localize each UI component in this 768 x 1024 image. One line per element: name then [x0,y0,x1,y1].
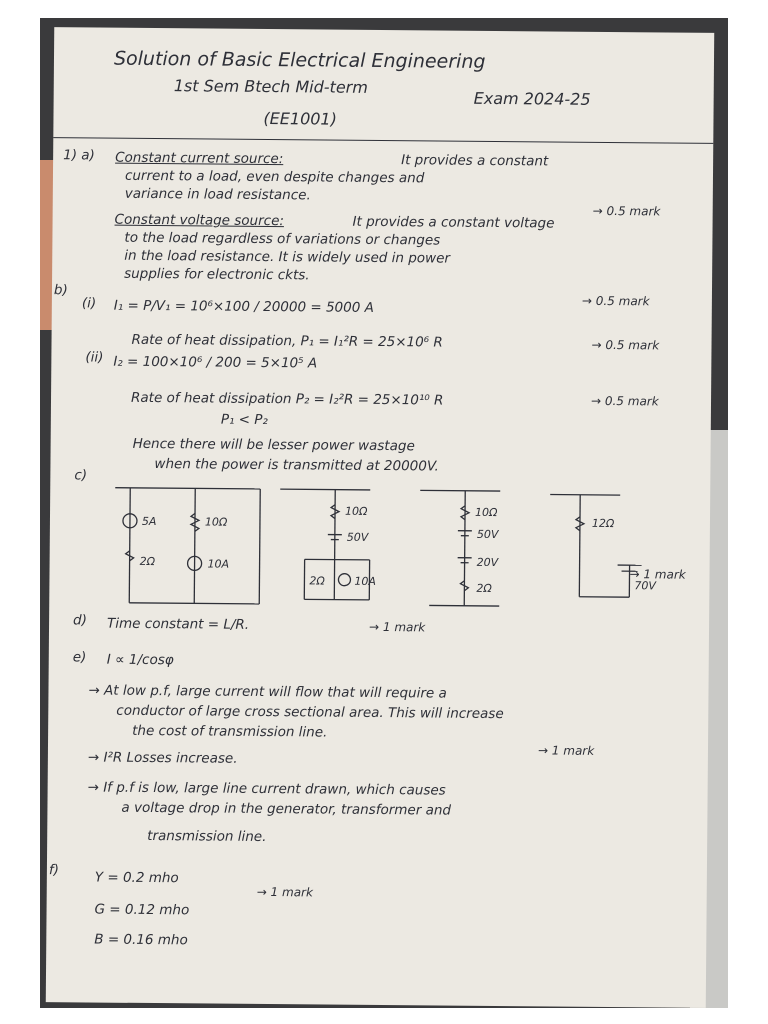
q1b-label: b) [53,282,68,299]
r2-label-2: 2Ω [309,574,325,588]
cvs-text4: supplies for electronic ckts. [124,265,310,284]
header-divider [53,137,713,144]
r10-label-2: 10Ω [344,504,368,518]
q1e-p3b: a voltage drop in the generator, transformer and [121,799,452,819]
answer-sheet [46,27,714,1008]
q1e-label: e) [72,649,87,666]
source-transformation-circuits [99,483,710,618]
q1b-conclusion2: when the power is transmitted at 20000V. [154,456,439,475]
q1e-p1a: → At low p.f, large current will flow that will require a [88,682,447,702]
q1d-label: d) [73,612,88,629]
q1d-mark: → 1 mark [368,619,426,635]
q1c-mark: → 1 mark [629,567,686,582]
v50-label-3: 50V [476,527,499,542]
ccs-text3: variance in load resistance. [124,185,311,204]
src-10a-label-2: 10A [354,574,377,588]
r2-label-1: 2Ω [139,554,156,569]
r10-label-1: 10Ω [204,515,228,529]
q1e-p1c: the cost of transmission line. [132,722,328,741]
q1b-ii-label: (ii) [85,349,104,366]
q1e-p1b: conductor of large cross sectional area. This will increase [116,702,504,723]
course-code: (EE1001) [263,108,337,129]
q1b-heat1: Rate of heat dissipation, P₁ = I₁²R = 25×10⁶ R [131,331,443,351]
ccs-mark: → 0.5 mark [592,203,661,219]
q1b-heat2: Rate of heat dissipation P₂ = I₂²R = 25×10¹⁰ R [130,389,444,409]
q1a-label: 1) a) [63,147,95,164]
cvs-text1: It provides a constant voltage [352,213,555,232]
title-line3: Exam 2024-25 [473,88,591,109]
ccs-text1: It provides a constant [401,152,549,170]
cvs-text3: in the load resistance. It is widely used in power [124,247,451,267]
q1e-mark: → 1 mark [537,743,595,758]
title-line2: 1st Sem Btech Mid-term [173,76,368,97]
title-line1: Solution of Basic Electrical Engineering [113,47,486,73]
v20-label-3: 20V [476,555,499,570]
src-5a-label: 5A [141,514,157,529]
q1b-i-label: (i) [81,295,97,312]
q1b-conclusion1: Hence there will be lesser power wastage [132,435,415,455]
q1f-g: G = 0.12 mho [94,901,190,919]
cvs-text2: to the load regardless of variations or changes [124,229,441,249]
q1d-text: Time constant = L/R. [106,615,250,633]
q1e-p2: → I²R Losses increase. [87,749,238,767]
q1f-label: f) [48,862,60,879]
v50-label-2: 50V [346,530,369,544]
q1e-relation: I ∝ 1/cosφ [106,651,174,669]
q1e-p3c: transmission line. [147,827,267,846]
q1b-heat2-mark: → 0.5 mark [590,393,659,409]
ccs-term: Constant current source: [115,149,284,168]
q1c-label: c) [74,467,88,484]
src-10a-label-1: 10A [207,557,230,571]
q1b-i-eq: I₁ = P/V₁ = 10⁶×100 / 20000 = 5000 A [113,297,374,316]
ccs-text2: current to a load, even despite changes and [124,167,425,187]
q1f-mark: → 1 mark [256,884,314,900]
cvs-term: Constant voltage source: [114,211,285,230]
q1b-heat1-mark: → 0.5 mark [591,337,660,353]
q1b-i-mark: → 0.5 mark [581,293,650,309]
r12-label: 12Ω [591,516,615,531]
q1f-b: B = 0.16 mho [94,931,188,949]
r10-label-3: 10Ω [474,505,498,520]
r2-label-3: 2Ω [476,581,492,595]
q1e-p3a: → If p.f is low, large line current drawn, which causes [87,779,446,799]
v70-label: 70V [634,579,657,593]
q1f-y: Y = 0.2 mho [94,869,179,887]
q1b-ii-eq: I₂ = 100×10⁶ / 200 = 5×10⁵ A [113,353,318,372]
q1b-compare: P₁ < P₂ [220,411,268,429]
